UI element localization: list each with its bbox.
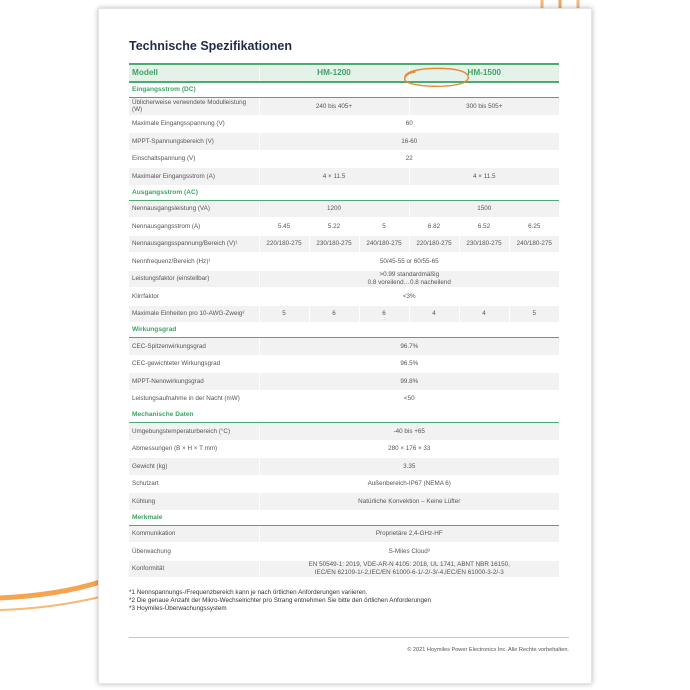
table-row xyxy=(129,493,559,511)
section-title: Eingangsstrom (DC) xyxy=(129,82,559,98)
row-label: CEC-Spitzenwirkungsgrad xyxy=(129,338,259,356)
section-title: Ausgangsstrom (AC) xyxy=(129,185,559,200)
copyright: © 2021 Hoymiles Power Electronics Inc. Alle Rechte vorbehalten. xyxy=(407,647,569,653)
table-row xyxy=(129,475,559,493)
row-value: 22 xyxy=(259,150,559,168)
row-label: Üblicherweise verwendete Modulleistung (W) xyxy=(129,98,259,116)
page-title: Technische Spezifikationen xyxy=(129,39,293,53)
row-value: 3.35 xyxy=(259,458,559,476)
section-header-row xyxy=(129,408,559,423)
row-label: MPPT-Nennwirkungsgrad xyxy=(129,373,259,391)
row-label: Nennausgangsstrom (A) xyxy=(129,218,259,236)
row-value: 4 xyxy=(409,305,459,323)
header-model-label: Modell xyxy=(129,64,259,82)
header-model-hm1500: HM-1500 xyxy=(409,64,559,82)
row-value: 5.45 xyxy=(259,218,309,236)
spec-sheet-page xyxy=(98,8,592,684)
table-row xyxy=(129,373,559,391)
row-value: 5 xyxy=(359,218,409,236)
row-value: Außenbereich-IP67 (NEMA 6) xyxy=(259,475,559,493)
section-title: Merkmale xyxy=(129,510,559,525)
row-label: MPPT-Spannungsbereich (V) xyxy=(129,133,259,151)
row-label: Schutzart xyxy=(129,475,259,493)
row-label: Umgebungstemperaturbereich (°C) xyxy=(129,423,259,441)
table-row xyxy=(129,133,559,151)
row-value: 1500 xyxy=(409,200,559,218)
footnote: *3 Hoymiles-Überwachungssystem xyxy=(129,605,227,612)
row-value: 230/180-275 xyxy=(459,235,509,253)
section-title: Wirkungsgrad xyxy=(129,323,559,338)
row-value: -40 bis +65 xyxy=(259,423,559,441)
row-label: Kühlung xyxy=(129,493,259,511)
row-value: 300 bis 505+ xyxy=(409,98,559,116)
row-label: Klirrfaktor xyxy=(129,288,259,306)
table-row xyxy=(129,338,559,356)
table-row xyxy=(129,150,559,168)
row-value: >0.99 standardmäßig 0.8 voreilend…0.8 nacheilend xyxy=(259,270,559,288)
table-row xyxy=(129,543,559,561)
row-label: Konformität xyxy=(129,560,259,578)
row-label: Gewicht (kg) xyxy=(129,458,259,476)
table-row xyxy=(129,423,559,441)
table-row xyxy=(129,168,559,186)
row-value: 60 xyxy=(259,115,559,133)
table-row xyxy=(129,305,559,323)
row-label: CEC-gewichteter Wirkungsgrad xyxy=(129,355,259,373)
row-value: 6.25 xyxy=(509,218,559,236)
row-value: 230/180-275 xyxy=(309,235,359,253)
row-value: 4 × 11.5 xyxy=(259,168,409,186)
section-header-row xyxy=(129,82,559,98)
row-value: <50 xyxy=(259,390,559,408)
row-value: 240/180-275 xyxy=(509,235,559,253)
row-label: Leistungsaufnahme in der Nacht (mW) xyxy=(129,390,259,408)
table-row xyxy=(129,560,559,578)
row-value: EN 50549-1: 2019, VDE-AR-N 4105: 2018, UL 1741, ABNT NBR 16150, IEC/EN 62109-1/-2,IEC/EN 61000-6-1/-2/-3/-4,IEC/EN 61000-3-2/-3 xyxy=(259,560,559,578)
section-title: Mechanische Daten xyxy=(129,408,559,423)
row-label: Nennfrequenz/Bereich (Hz)¹ xyxy=(129,253,259,271)
row-label: Maximale Einheiten pro 10-AWG-Zweig² xyxy=(129,305,259,323)
table-row xyxy=(129,200,559,218)
section-header-row xyxy=(129,510,559,525)
row-label: Abmessungen (B × H × T mm) xyxy=(129,440,259,458)
row-value: 240/180-275 xyxy=(359,235,409,253)
section-header-row xyxy=(129,185,559,200)
row-value: 6 xyxy=(359,305,409,323)
row-value: S-Miles Cloud³ xyxy=(259,543,559,561)
row-value: 240 bis 405+ xyxy=(259,98,409,116)
row-value: 280 × 176 × 33 xyxy=(259,440,559,458)
table-row xyxy=(129,235,559,253)
row-value: 5 xyxy=(509,305,559,323)
row-label: Leistungsfaktor (einstellbar) xyxy=(129,270,259,288)
footer-divider xyxy=(129,637,569,638)
table-row xyxy=(129,115,559,133)
row-value: 5 xyxy=(259,305,309,323)
row-label: Maximale Eingangsspannung (V) xyxy=(129,115,259,133)
footnotes xyxy=(129,589,431,613)
table-header-row xyxy=(129,64,559,82)
row-value: 96.7% xyxy=(259,338,559,356)
spec-table xyxy=(129,63,559,578)
row-label: Einschaltspannung (V) xyxy=(129,150,259,168)
row-label: Nennausgangsleistung (VA) xyxy=(129,200,259,218)
table-row xyxy=(129,218,559,236)
row-value: 220/180-275 xyxy=(259,235,309,253)
row-label: Kommunikation xyxy=(129,525,259,543)
table-row xyxy=(129,525,559,543)
table-row xyxy=(129,440,559,458)
table-row xyxy=(129,458,559,476)
row-value: 5.22 xyxy=(309,218,359,236)
row-value: Proprietäre 2,4-GHz-HF xyxy=(259,525,559,543)
table-row xyxy=(129,390,559,408)
row-value: 4 xyxy=(459,305,509,323)
row-value: 6.52 xyxy=(459,218,509,236)
row-value: 1200 xyxy=(259,200,409,218)
row-value: <3% xyxy=(259,288,559,306)
row-label: Überwachung xyxy=(129,543,259,561)
footnote: *1 Nennspannungs-/Frequenzbereich kann je nach örtlichen Anforderungen variieren. xyxy=(129,589,368,596)
row-value: Natürliche Konvektion – Keine Lüfter xyxy=(259,493,559,511)
row-value: 50/45-55 or 60/55-65 xyxy=(259,253,559,271)
footnote: *2 Die genaue Anzahl der Mikro-Wechselrichter pro Strang entnehmen Sie bitte den örtlichen Anforderungen xyxy=(129,597,431,604)
row-value: 4 × 11.5 xyxy=(409,168,559,186)
table-row xyxy=(129,355,559,373)
table-row xyxy=(129,288,559,306)
row-value: 99.8% xyxy=(259,373,559,391)
row-value: 96.5% xyxy=(259,355,559,373)
row-label: Maximaler Eingangsstrom (A) xyxy=(129,168,259,186)
row-value: 16-60 xyxy=(259,133,559,151)
row-value: 220/180-275 xyxy=(409,235,459,253)
table-row xyxy=(129,270,559,288)
table-row xyxy=(129,253,559,271)
row-label: Nennausgangsspannung/Bereich (V)¹ xyxy=(129,235,259,253)
header-model-hm1200: HM-1200 xyxy=(259,64,409,82)
row-value: 6 xyxy=(309,305,359,323)
row-value: 6.82 xyxy=(409,218,459,236)
section-header-row xyxy=(129,323,559,338)
table-row xyxy=(129,98,559,116)
